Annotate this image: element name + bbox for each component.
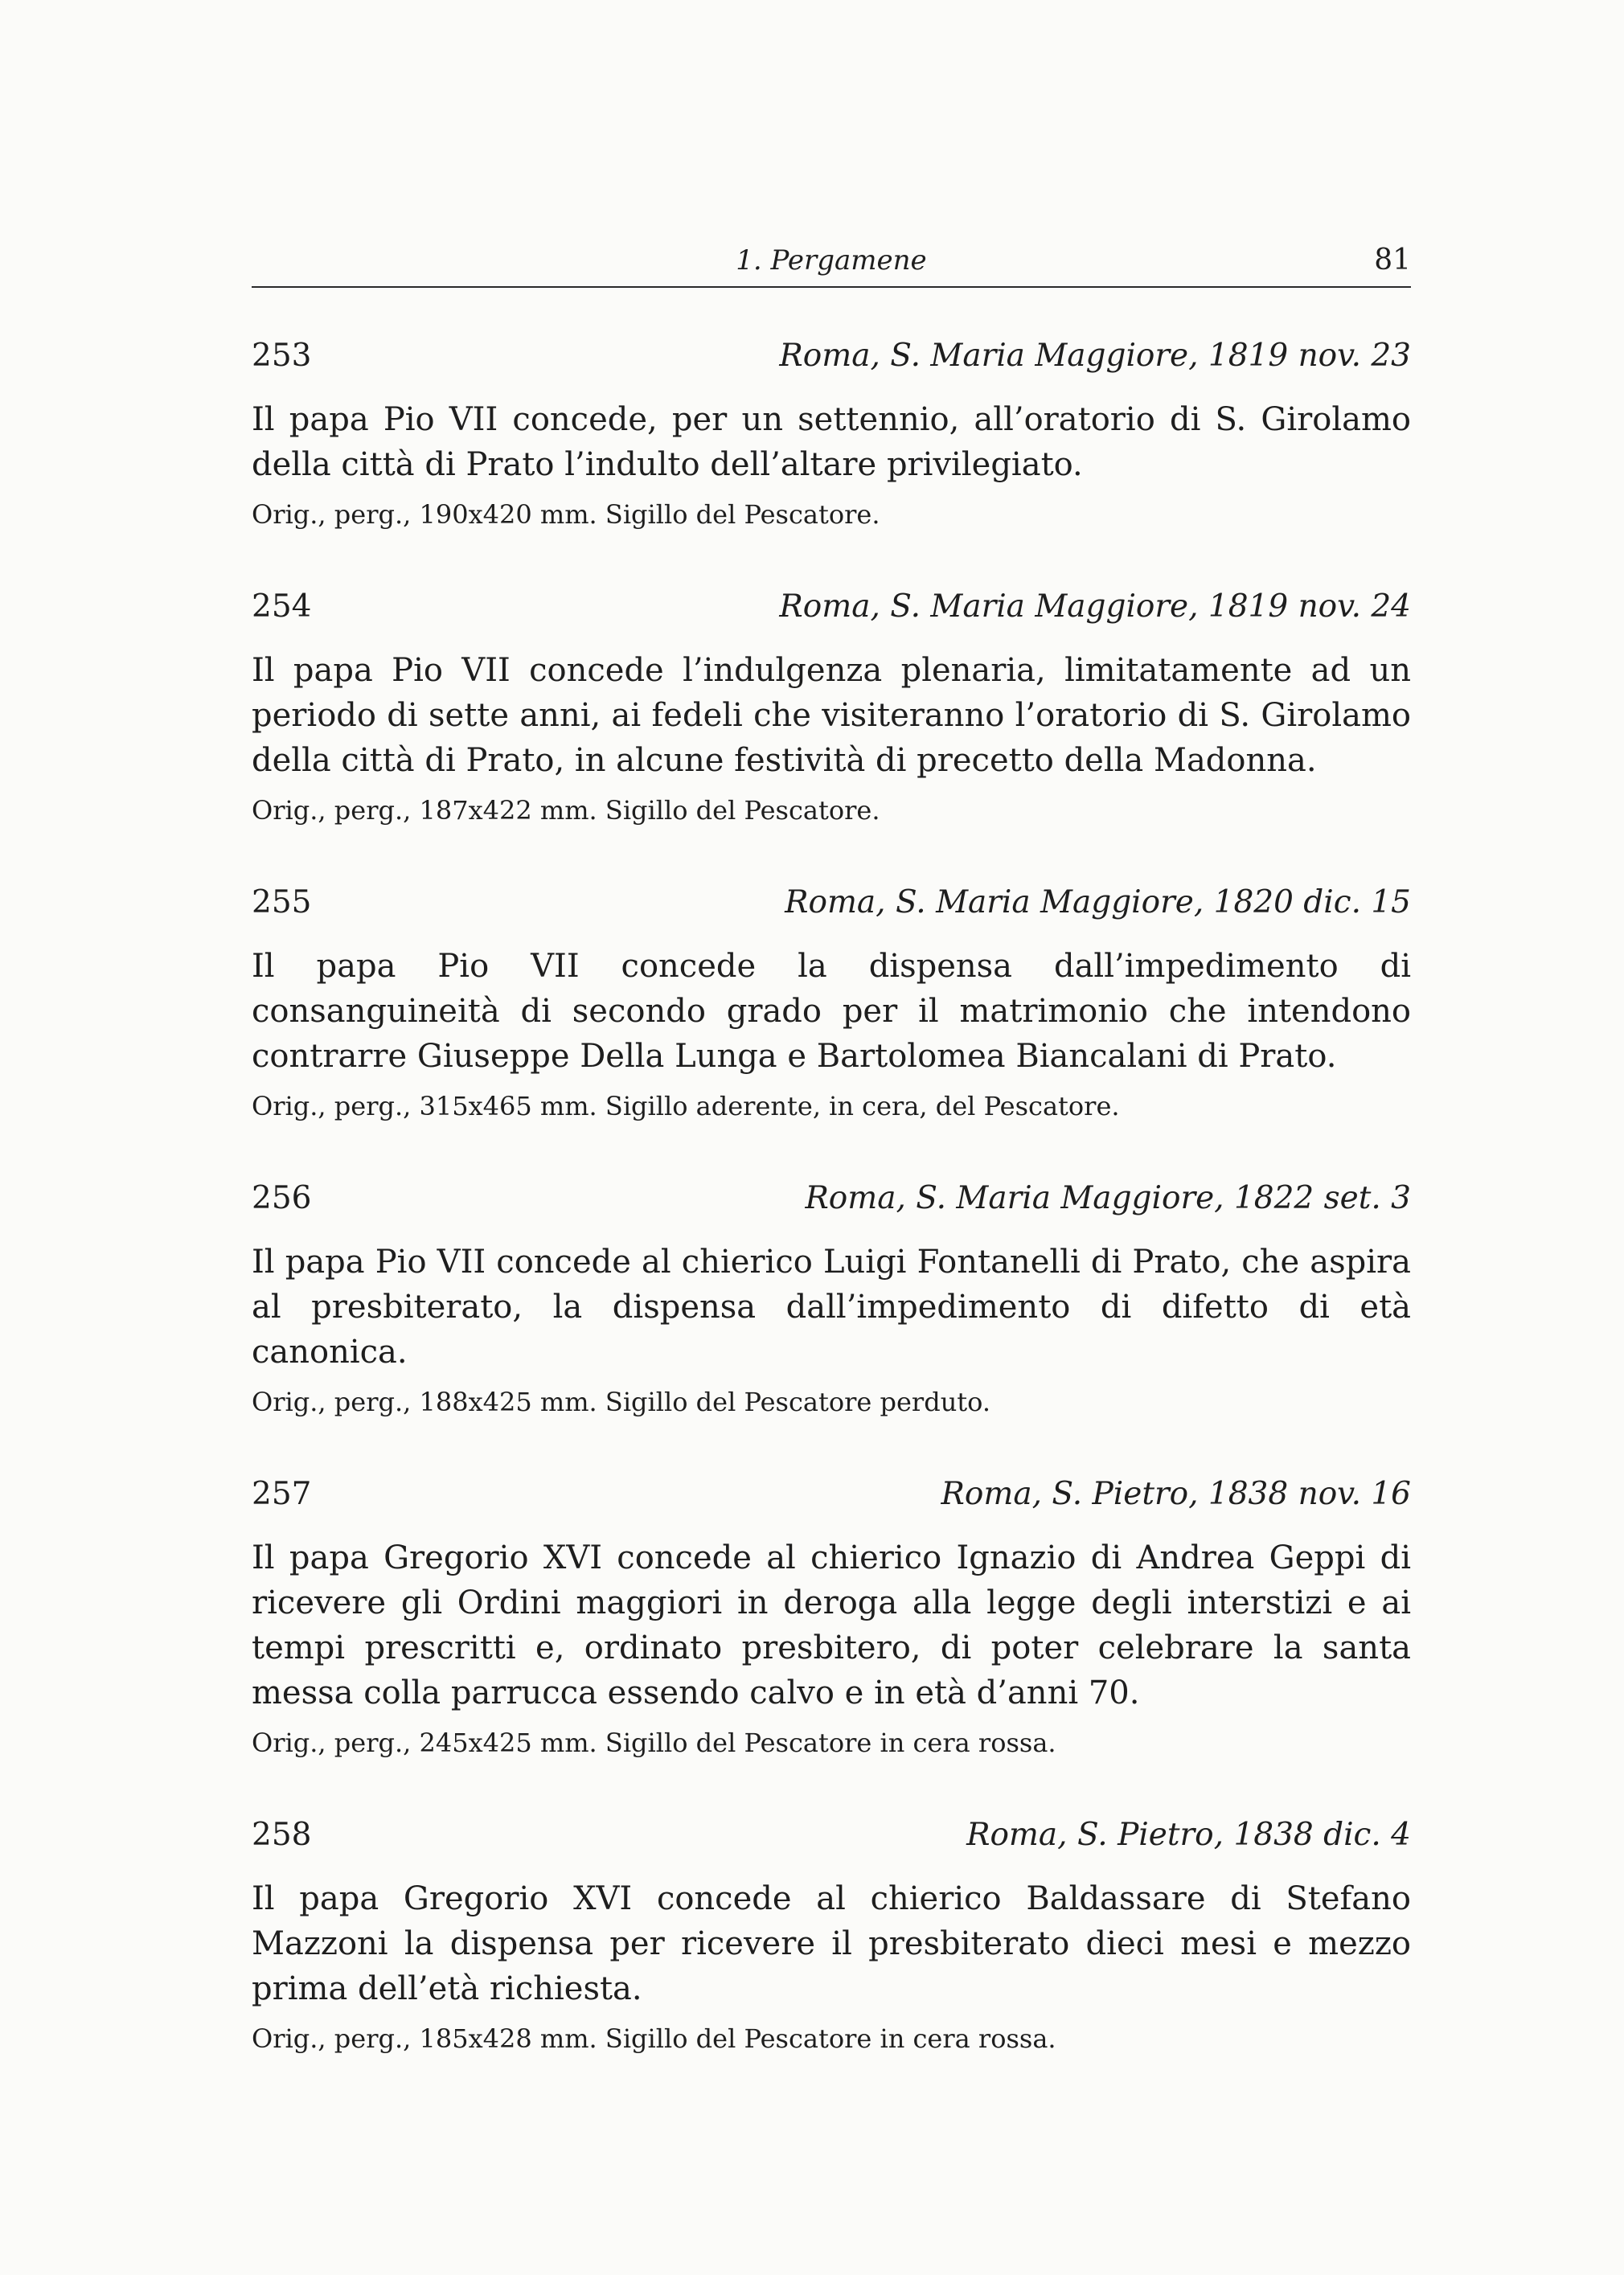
entry-regest: Il papa Gregorio XVI concede al chierico Ignazio di Andrea Geppi di ricevere gli Ordini maggiori in deroga alla legge degli interstizi e ai tempi prescritti e, ordinato presbitero, di poter celebrare la santa messa colla parrucca essendo calvo e in età d’anni 70.	[252, 1539, 1411, 1711]
entry-heading	[252, 587, 1411, 627]
entry-regest: Il papa Pio VII concede al chierico Luigi Fontanelli di Prato, che aspira al presbiterato, la dispensa dall’impedimento di difetto di età canonica.	[252, 1244, 1411, 1371]
entry-number: 254	[252, 588, 312, 625]
entry-heading	[252, 1815, 1411, 1855]
entry-number: 255	[252, 884, 312, 920]
entry-description: Orig., perg., 187x422 mm. Sigillo del Pescatore.	[252, 795, 880, 826]
entry-regest: Il papa Pio VII concede l’indulgenza plenaria, limitatamente ad un periodo di sette anni, ai fedeli che visiteranno l’oratorio di S. Girolamo della città di Prato, in alcune festività di precetto della Madonna.	[252, 652, 1411, 779]
entry-description: Orig., perg., 188x425 mm. Sigillo del Pescatore perduto.	[252, 1387, 991, 1417]
entry-place-date: Roma, S. Pietro, 1838 dic. 4	[966, 1817, 1411, 1853]
running-title: 1. Pergamene	[736, 244, 927, 277]
entry-description: Orig., perg., 315x465 mm. Sigillo aderente, in cera, del Pescatore.	[252, 1091, 1120, 1121]
entry-258	[252, 1815, 1411, 2058]
page-number: 81	[1374, 244, 1411, 277]
entry-number: 256	[252, 1180, 312, 1216]
entry-257	[252, 1474, 1411, 1762]
entry-heading	[252, 1178, 1411, 1219]
entry-256	[252, 1178, 1411, 1421]
entry-place-date: Roma, S. Maria Maggiore, 1819 nov. 23	[779, 338, 1411, 374]
running-header	[252, 241, 1411, 288]
entry-number: 258	[252, 1817, 312, 1853]
entry-description: Orig., perg., 245x425 mm. Sigillo del Pescatore in cera rossa.	[252, 1728, 1056, 1758]
entry-heading	[252, 883, 1411, 923]
entry-description: Orig., perg., 190x420 mm. Sigillo del Pescatore.	[252, 499, 880, 530]
regesta-list	[252, 336, 1411, 2111]
entry-place-date: Roma, S. Pietro, 1838 nov. 16	[941, 1476, 1411, 1512]
entry-regest: Il papa Pio VII concede la dispensa dall’impedimento di consanguineità di secondo grado per il matrimonio che intendono contrarre Giuseppe Della Lunga e Bartolomea Biancalani di Prato.	[252, 948, 1411, 1075]
entry-number: 257	[252, 1476, 312, 1512]
entry-253	[252, 336, 1411, 534]
entry-254	[252, 587, 1411, 830]
entry-heading	[252, 1474, 1411, 1515]
entry-regest: Il papa Pio VII concede, per un settennio, all’oratorio di S. Girolamo della città di Prato l’indulto dell’altare privilegiato.	[252, 401, 1411, 483]
entry-place-date: Roma, S. Maria Maggiore, 1820 dic. 15	[785, 884, 1411, 920]
entry-number: 253	[252, 338, 312, 374]
entry-place-date: Roma, S. Maria Maggiore, 1819 nov. 24	[779, 588, 1411, 625]
entry-255	[252, 883, 1411, 1125]
entry-description: Orig., perg., 185x428 mm. Sigillo del Pescatore in cera rossa.	[252, 2023, 1056, 2054]
entry-regest: Il papa Gregorio XVI concede al chierico Baldassare di Stefano Mazzoni la dispensa per ricevere il presbiterato dieci mesi e mezzo prima dell’età richiesta.	[252, 1880, 1411, 2007]
entry-place-date: Roma, S. Maria Maggiore, 1822 set. 3	[805, 1180, 1411, 1216]
entry-heading	[252, 336, 1411, 376]
